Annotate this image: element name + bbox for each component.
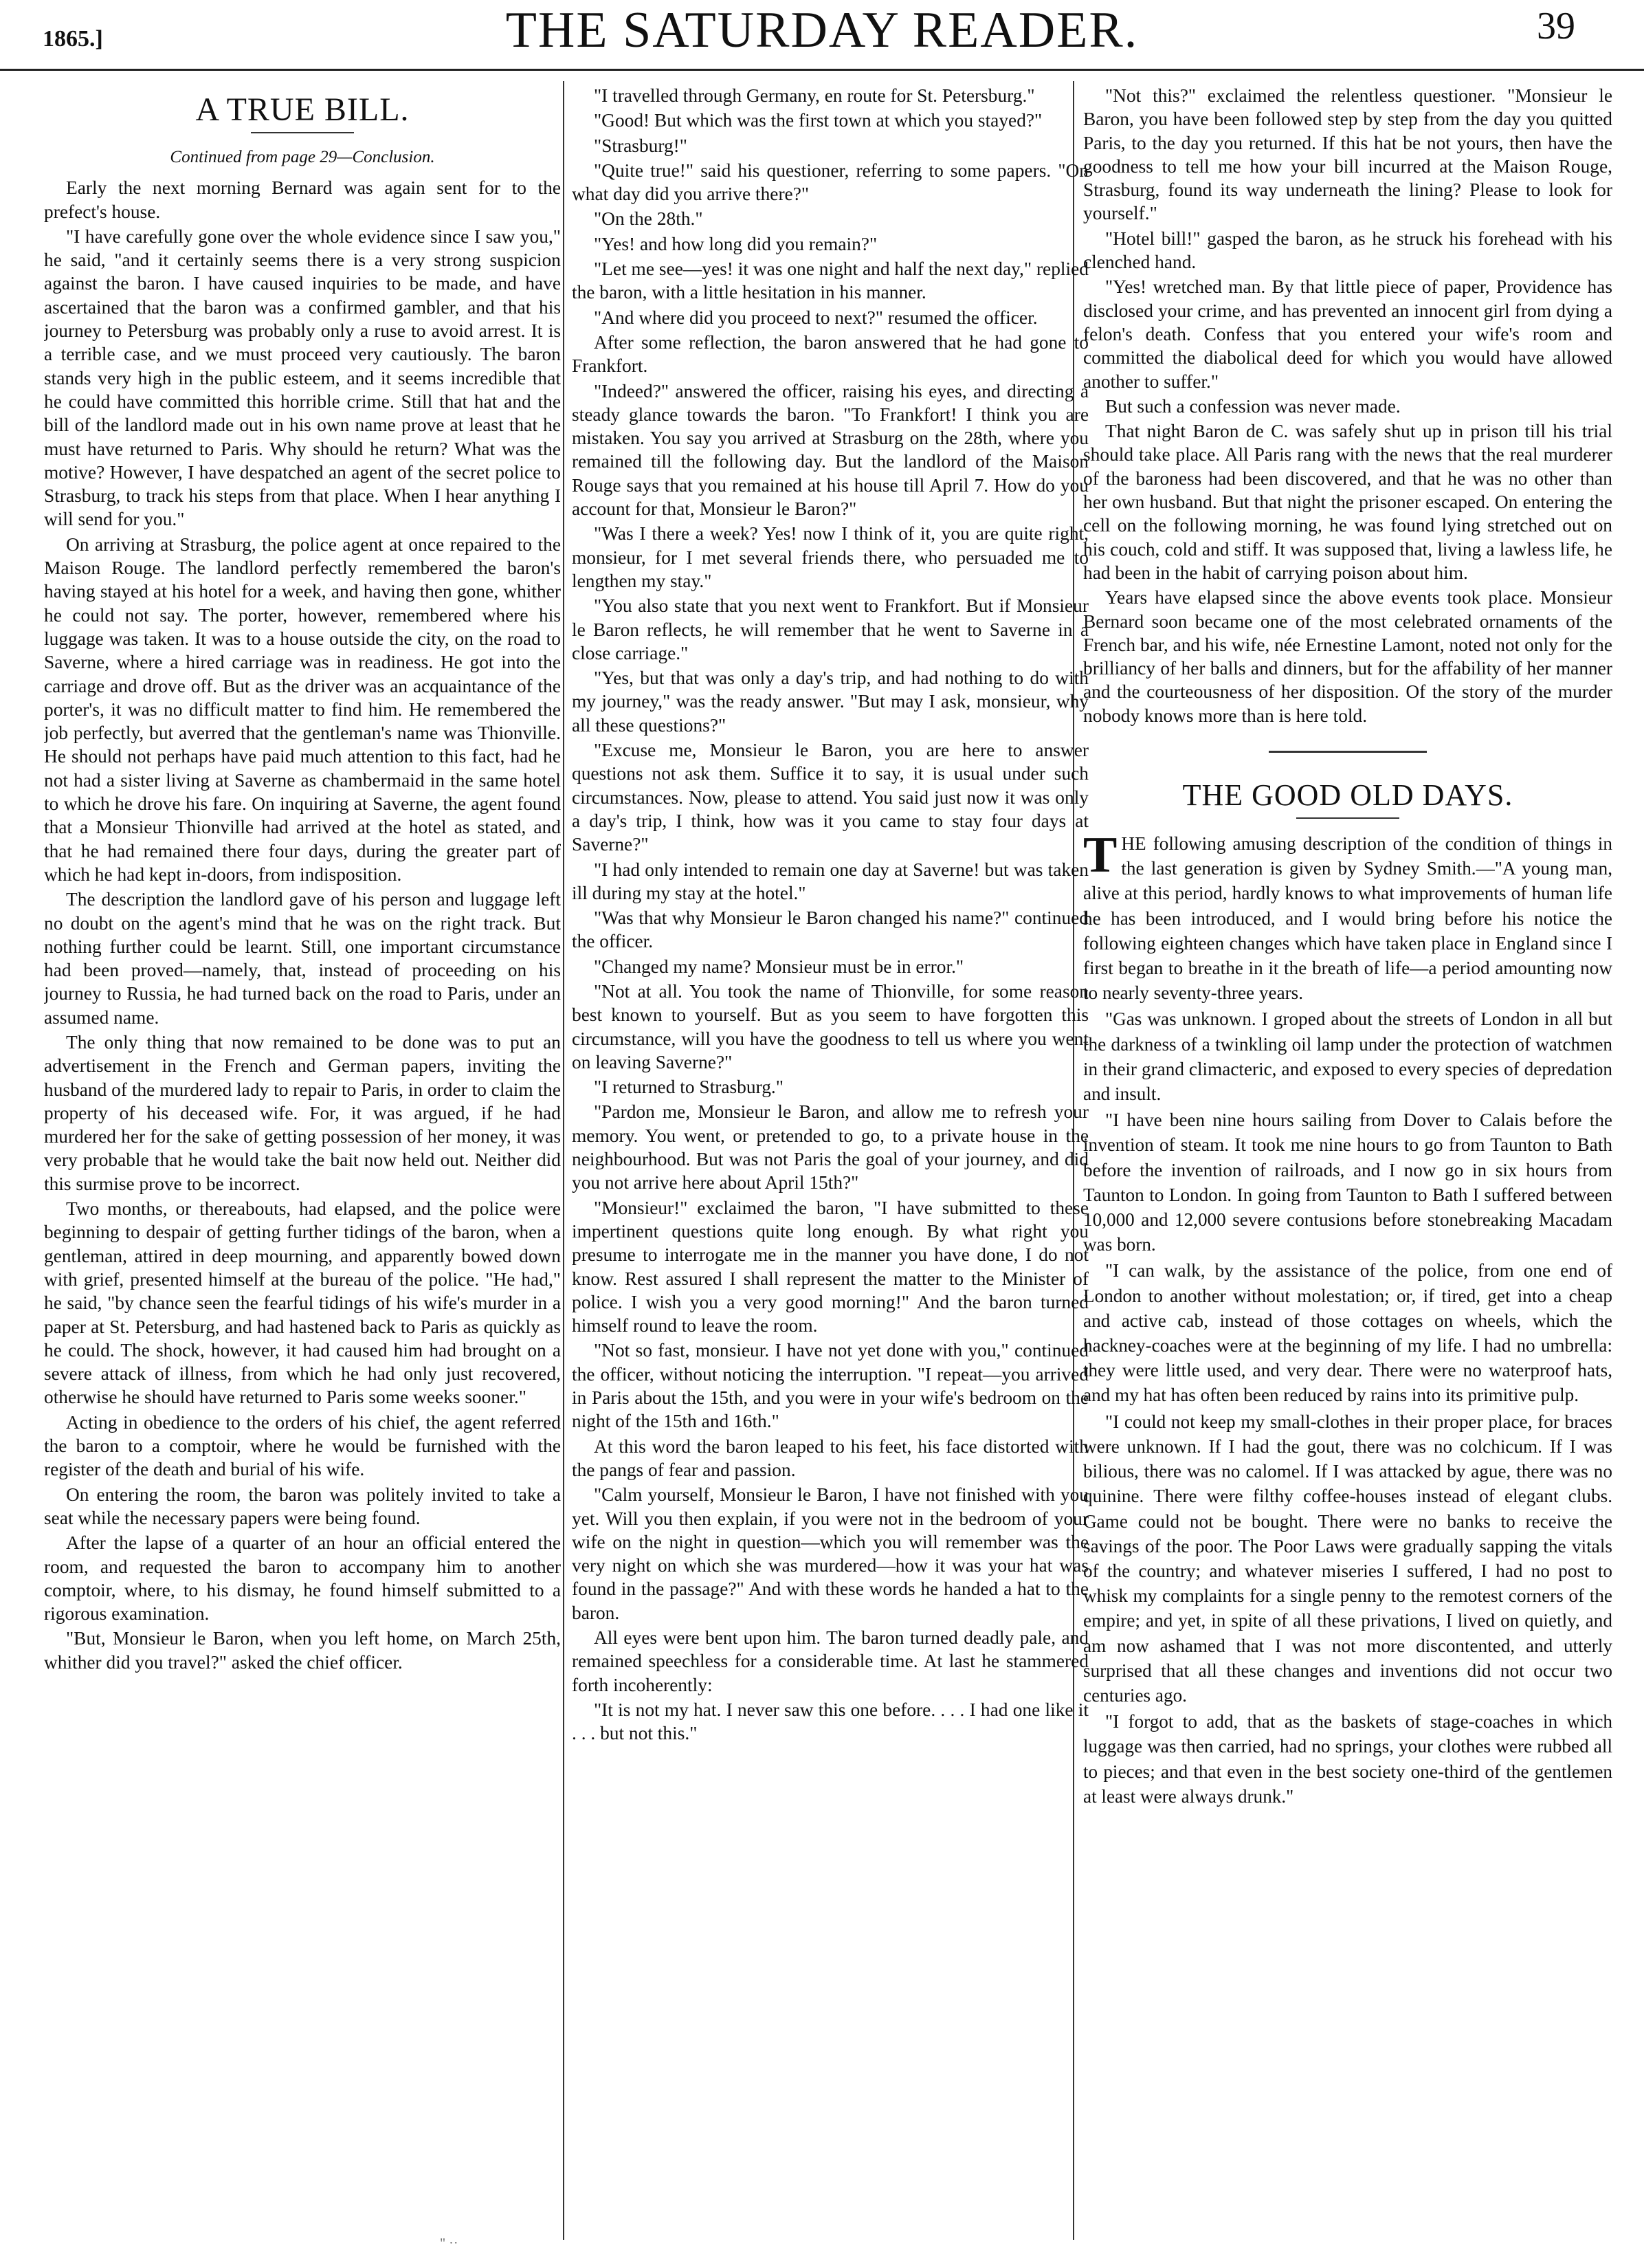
paragraph-text: HE following amusing description of the condition of things in the last generation is given by Sydney Smith.—"A young man, alive at this period, hardly knows to what improvements of human life he has been introduced, and I would bring before his notice the following eighteen changes which have taken place in England since I first began to breathe in it the breath of life—a period amounting now to nearly seventy-three years. <box>1083 833 1612 1004</box>
paragraph: "Quite true!" said his questioner, referring to some papers. "On what day did you arrive there?" <box>572 159 1089 205</box>
paragraph: "And where did you proceed to next?" resumed the officer. <box>594 307 1038 328</box>
section-divider <box>1269 751 1427 753</box>
article-body <box>1083 827 1612 1809</box>
article-body <box>572 84 1089 1745</box>
paragraph: "Strasburg!" <box>594 135 687 156</box>
paragraph: "Excuse me, Monsieur le Baron, you are here to answer questions not ask them. Suffice it to say, it is usual under such circumstances. Now, please to attend. You said just now it was only a day's trip, I think, how was it you came to stay four days at Saverne?" <box>572 740 1089 855</box>
title-rule <box>1296 817 1399 819</box>
paragraph: "Yes! wretched man. By that little piece of paper, Providence has disclosed your crime, and has prevented an innocent girl from dying a felon's death. Confess that you entered your wife's room and committed the diabolical deed for which you would have allowed another to suffer." <box>1083 276 1612 392</box>
paragraph: "On the 28th." <box>594 208 703 230</box>
paragraph: On entering the room, the baron was politely invited to take a seat while the necessary papers were being found. <box>44 1484 561 1528</box>
paragraph: "Changed my name? Monsieur must be in error." <box>594 956 964 977</box>
paragraph: "Not so fast, monsieur. I have not yet done with you," continued the officer, without noticing the interruption. "I repeat—you arrived in Paris about the 15th, and you were in your wife's bedroom on the night of the 15th and 16th." <box>572 1340 1089 1432</box>
paragraph: Early the next morning Bernard was again sent for to the prefect's house. <box>44 177 561 222</box>
column-3 <box>1083 84 1612 2236</box>
paragraph: "Not this?" exclaimed the relentless questioner. "Monsieur le Baron, you have been followed step by step from the day you quitted Paris, to the day you returned. If this hat be not yours, then have the goodness to tell me how your bill incurred at the Maison Rouge, Strasburg, found its way underneath the lining? Please to look for yourself." <box>1083 85 1612 224</box>
paragraph: Acting in obedience to the orders of his chief, the agent referred the baron to a comptoir, where he would be furnished with the register of the death and burial of his wife. <box>44 1411 561 1480</box>
title-rule <box>251 132 354 133</box>
paragraph: "Calm yourself, Monsieur le Baron, I have not finished with you yet. Will you then explain, if you were not in the bedroom of your wife on the night in question—which you will remember was the very night on which she was murdered—how it was your hat was found in the passage?" And with these words he handed a hat to the baron. <box>572 1484 1089 1623</box>
paragraph: "Gas was unknown. I groped about the streets of London in all but the darkness of a twinkling oil lamp under the protection of watchmen in their grand climacteric, and exposed to every species of depredation and insult. <box>1083 1009 1612 1105</box>
column-rule <box>563 81 564 2240</box>
paragraph: All eyes were bent upon him. The baron turned deadly pale, and remained speechless for a considerable time. At last he stammered forth incoherently: <box>572 1627 1089 1695</box>
paragraph: "I could not keep my small-clothes in their proper place, for braces were unknown. If I had the gout, there was no colchicum. If I was bilious, there was no calomel. If I was attacked by ague, there was no quinine. There were filthy coffee-houses instead of elegant clubs. Game could not be bought. There were no banks to receive the savings of the poor. The Poor Laws were gradually sapping the vitals of the country; and whatever miseries I suffered, I had no post to whisk my complaints for a single penny to the remotest corners of the empire; and yet, in spite of all these privations, I lived on quietly, and am now ashamed that I was not more discontented, and utterly surprised that all these changes and inventions did not occur two centuries ago. <box>1083 1411 1612 1706</box>
paragraph: "Yes! and how long did you remain?" <box>594 233 878 254</box>
masthead <box>0 0 1644 71</box>
paragraph: "I can walk, by the assistance of the police, from one end of London to another without molestation; or, if tired, get into a cheap and active cab, instead of those cottages on wheels, which the hackney-coaches were at the beginning of my life. I had no umbrella: they were little used, and very dear. There were no waterproof hats, and my hat has often been reduced by rains into its primitive pulp. <box>1083 1260 1612 1406</box>
paragraph: "Pardon me, Monsieur le Baron, and allow me to refresh your memory. You went, or pretended to go, to a private house in the neighbourhood. But was not Paris the goal of your journey, and did you not arrive here about April 15th?" <box>572 1101 1089 1193</box>
paragraph: "I have carefully gone over the whole evidence since I saw you," he said, "and it certainly seems there is a very strong suspicion against the baron. I have caused inquiries to be made, and have ascertained that the baron was a confirmed gambler, and that his journey to Petersburg was probably only a ruse to avoid arrest. It is a terrible case, and we must proceed very cautiously. The baron stands very high in the public esteem, and it seems incredible that he could have committed this horrible crime. Still that hat and the bill of the landlord made out in his own name prove at least that he must have returned to Paris. Why should he return? What was the motive? However, I have despatched an agent of the secret police to Strasburg, to track his steps from that place. When I hear anything I will send for you." <box>44 225 561 530</box>
paragraph: The only thing that now remained to be done was to put an advertisement in the French and German papers, inviting the husband of the murdered lady to repair to Paris, in order to claim the property of his deceased wife. For, it was argued, if he had murdered her for the sake of getting possession of her money, it was very probable that he would take the bait now held out. Neither did this surmise prove to be incorrect. <box>44 1031 561 1194</box>
newspaper-title: THE SATURDAY READER. <box>505 2 1139 58</box>
column-2 <box>572 84 1089 2236</box>
paragraph: After the lapse of a quarter of an hour an official entered the room, and requested the baron to accompany him to another comptoir, where, to his dismay, he found himself submitted to a rigorous examination. <box>44 1532 561 1625</box>
paragraph: "But, Monsieur le Baron, when you left home, on March 25th, whither did you travel?" asked the chief officer. <box>44 1628 561 1673</box>
continued-note: Continued from page 29—Conclusion. <box>170 148 435 166</box>
paragraph <box>1083 827 1612 1005</box>
paragraph: "You also state that you next went to Frankfort. But if Monsieur le Baron reflects, he will remember that he went to Saverne in a close carriage." <box>572 595 1089 663</box>
paragraph: "Good! But which was the first town at which you stayed?" <box>594 110 1043 131</box>
drop-cap: T <box>1083 827 1118 884</box>
paragraph: "It is not my hat. I never saw this one before. . . . I had one like it . . . but not this." <box>572 1699 1089 1744</box>
paragraph: "Was I there a week? Yes! now I think of it, you are quite right, monsieur, for I met several friends there, who persuaded me to lengthen my stay." <box>572 523 1089 591</box>
paragraph: On arriving at Strasburg, the police agent at once repaired to the Maison Rouge. The landlord perfectly remembered the baron's having stayed at his hotel for a week, and having then gone, whither he could not say. The porter, however, remembered where his luggage was taken. It was to a house outside the city, on the road to Saverne, where a hired carriage was in readiness. He got into the carriage and drove off. But as the driver was an acquaintance of the porter's, it was no difficult matter to find him. He remembered the job perfectly, but averred that the gentleman's name was Thionville. He should not perhaps have paid much attention to this fact, had he not had a sister living at Saverne as chambermaid in the same hotel to which he drove his fare. On inquiring at Saverne, the agent found that a Monsieur Thionville had arrived at the hotel as stated, and that he had remained there four days, during the greater part of which he had kept in-doors, from indisposition. <box>44 533 561 885</box>
column-1 <box>44 84 561 2236</box>
paragraph: "Monsieur!" exclaimed the baron, "I have submitted to these impertinent questions quite long enough. By what right you presume to interrogate me in the manner you have done, I do not know. Rest assured I shall represent the matter to the Minister of police. I wish you a very good morning!" And the baron turned himself round to leave the room. <box>572 1197 1089 1336</box>
paragraph: "I had only intended to remain one day at Saverne! but was taken ill during my stay at the hotel." <box>572 859 1089 903</box>
article-body <box>44 176 561 1674</box>
paragraph: "I have been nine hours sailing from Dover to Calais before the invention of steam. It took me nine hours to go from Taunton to Bath before the invention of railroads, and I now go in six hours from Taunton to London. In going from Taunton to Bath I suffered between 10,000 and 12,000 severe contusions before stonebreaking Macadam was born. <box>1083 1110 1612 1255</box>
paragraph: Years have elapsed since the above events took place. Monsieur Bernard soon became one of the most celebrated ornaments of the French bar, and his wife, née Ernestine Lamont, noted not only for the brilliancy of her balls and dinners, but for the affability of her manner and the courteousness of her disposition. Of the story of the murder nobody knows more than is here told. <box>1083 587 1612 726</box>
paragraph: At this word the baron leaped to his feet, his face distorted with the pangs of fear and passion. <box>572 1435 1089 1480</box>
paragraph: "I travelled through Germany, en route for St. Petersburg." <box>594 85 1035 106</box>
page-number: 39 <box>1537 5 1575 47</box>
article-title: A TRUE BILL. <box>195 91 410 128</box>
footer-mark: " ·· <box>440 2236 458 2251</box>
paragraph: After some reflection, the baron answered that he had gone to Frankfort. <box>572 331 1089 377</box>
paragraph: Two months, or thereabouts, had elapsed, and the police were beginning to despair of getting further tidings of the baron, when a gentleman, attired in deep mourning, and apparently bowed down with grief, presented himself at the bureau of the police. "He had," he said, "by chance seen the fearful tidings of his wife's murder in a paper at St. Petersburg, and had hastened back to Paris as quickly as he could. The shock, however, it had caused him had brought on a severe attack of illness, from which he had only just recovered, otherwise he should have returned to Paris some weeks sooner." <box>44 1198 561 1408</box>
paragraph: But such a confession was never made. <box>1105 395 1401 417</box>
issue-year: 1865.] <box>43 26 103 52</box>
paragraph: "I returned to Strasburg." <box>594 1077 784 1098</box>
paragraph: "Was that why Monsieur le Baron changed his name?" continued the officer. <box>572 907 1089 952</box>
paragraph: "Indeed?" answered the officer, raising his eyes, and directing a steady glance towards the baron. "To Frankfort! I think you are mistaken. You say you arrived at Strasburg on the 28th, where you remained till the following day. But the landlord of the Maison Rouge says that you remained at his house till April 7. How do you account for that, Monsieur le Baron?" <box>572 380 1089 520</box>
paragraph: The description the landlord gave of his person and luggage left no doubt on the agent's mind that he was on the right track. But nothing further could be learnt. Still, one important circumstance had been proved—namely, that, instead of proceeding on his journey to Russia, he had turned back on the road to Paris, under an assumed name. <box>44 889 561 1028</box>
paragraph: "Hotel bill!" gasped the baron, as he struck his forehead with his clenched hand. <box>1083 228 1612 273</box>
paragraph: "Let me see—yes! it was one night and half the next day," replied the baron, with a little hesitation in his manner. <box>572 258 1089 303</box>
article-body <box>1083 84 1612 727</box>
paragraph: "Yes, but that was only a day's trip, and had nothing to do with my journey," was the ready answer. "But may I ask, monsieur, why all these questions?" <box>572 668 1089 736</box>
paragraph: "Not at all. You took the name of Thionville, for some reason best known to yourself. But as you seem to have forgotten this circumstance, will you have the goodness to tell us where you went on leaving Saverne?" <box>572 980 1089 1072</box>
paragraph: That night Baron de C. was safely shut up in prison till his trial should take place. All Paris rang with the news that the real murderer of the baroness had been discovered, and that he was no other than her own husband. But that night the prisoner escaped. On entering the cell on the following morning, he was found lying stretched out on his couch, cold and stiff. It was supposed that, living a lawless life, he had been in the habit of carrying poison about him. <box>1083 421 1612 583</box>
article-title: THE GOOD OLD DAYS. <box>1182 778 1513 813</box>
paragraph: "I forgot to add, that as the baskets of stage-coaches in which luggage was then carried, had no springs, your clothes were rubbed all to pieces; and that even in the best society one-third of the gentlemen at least were always drunk." <box>1083 1711 1612 1807</box>
